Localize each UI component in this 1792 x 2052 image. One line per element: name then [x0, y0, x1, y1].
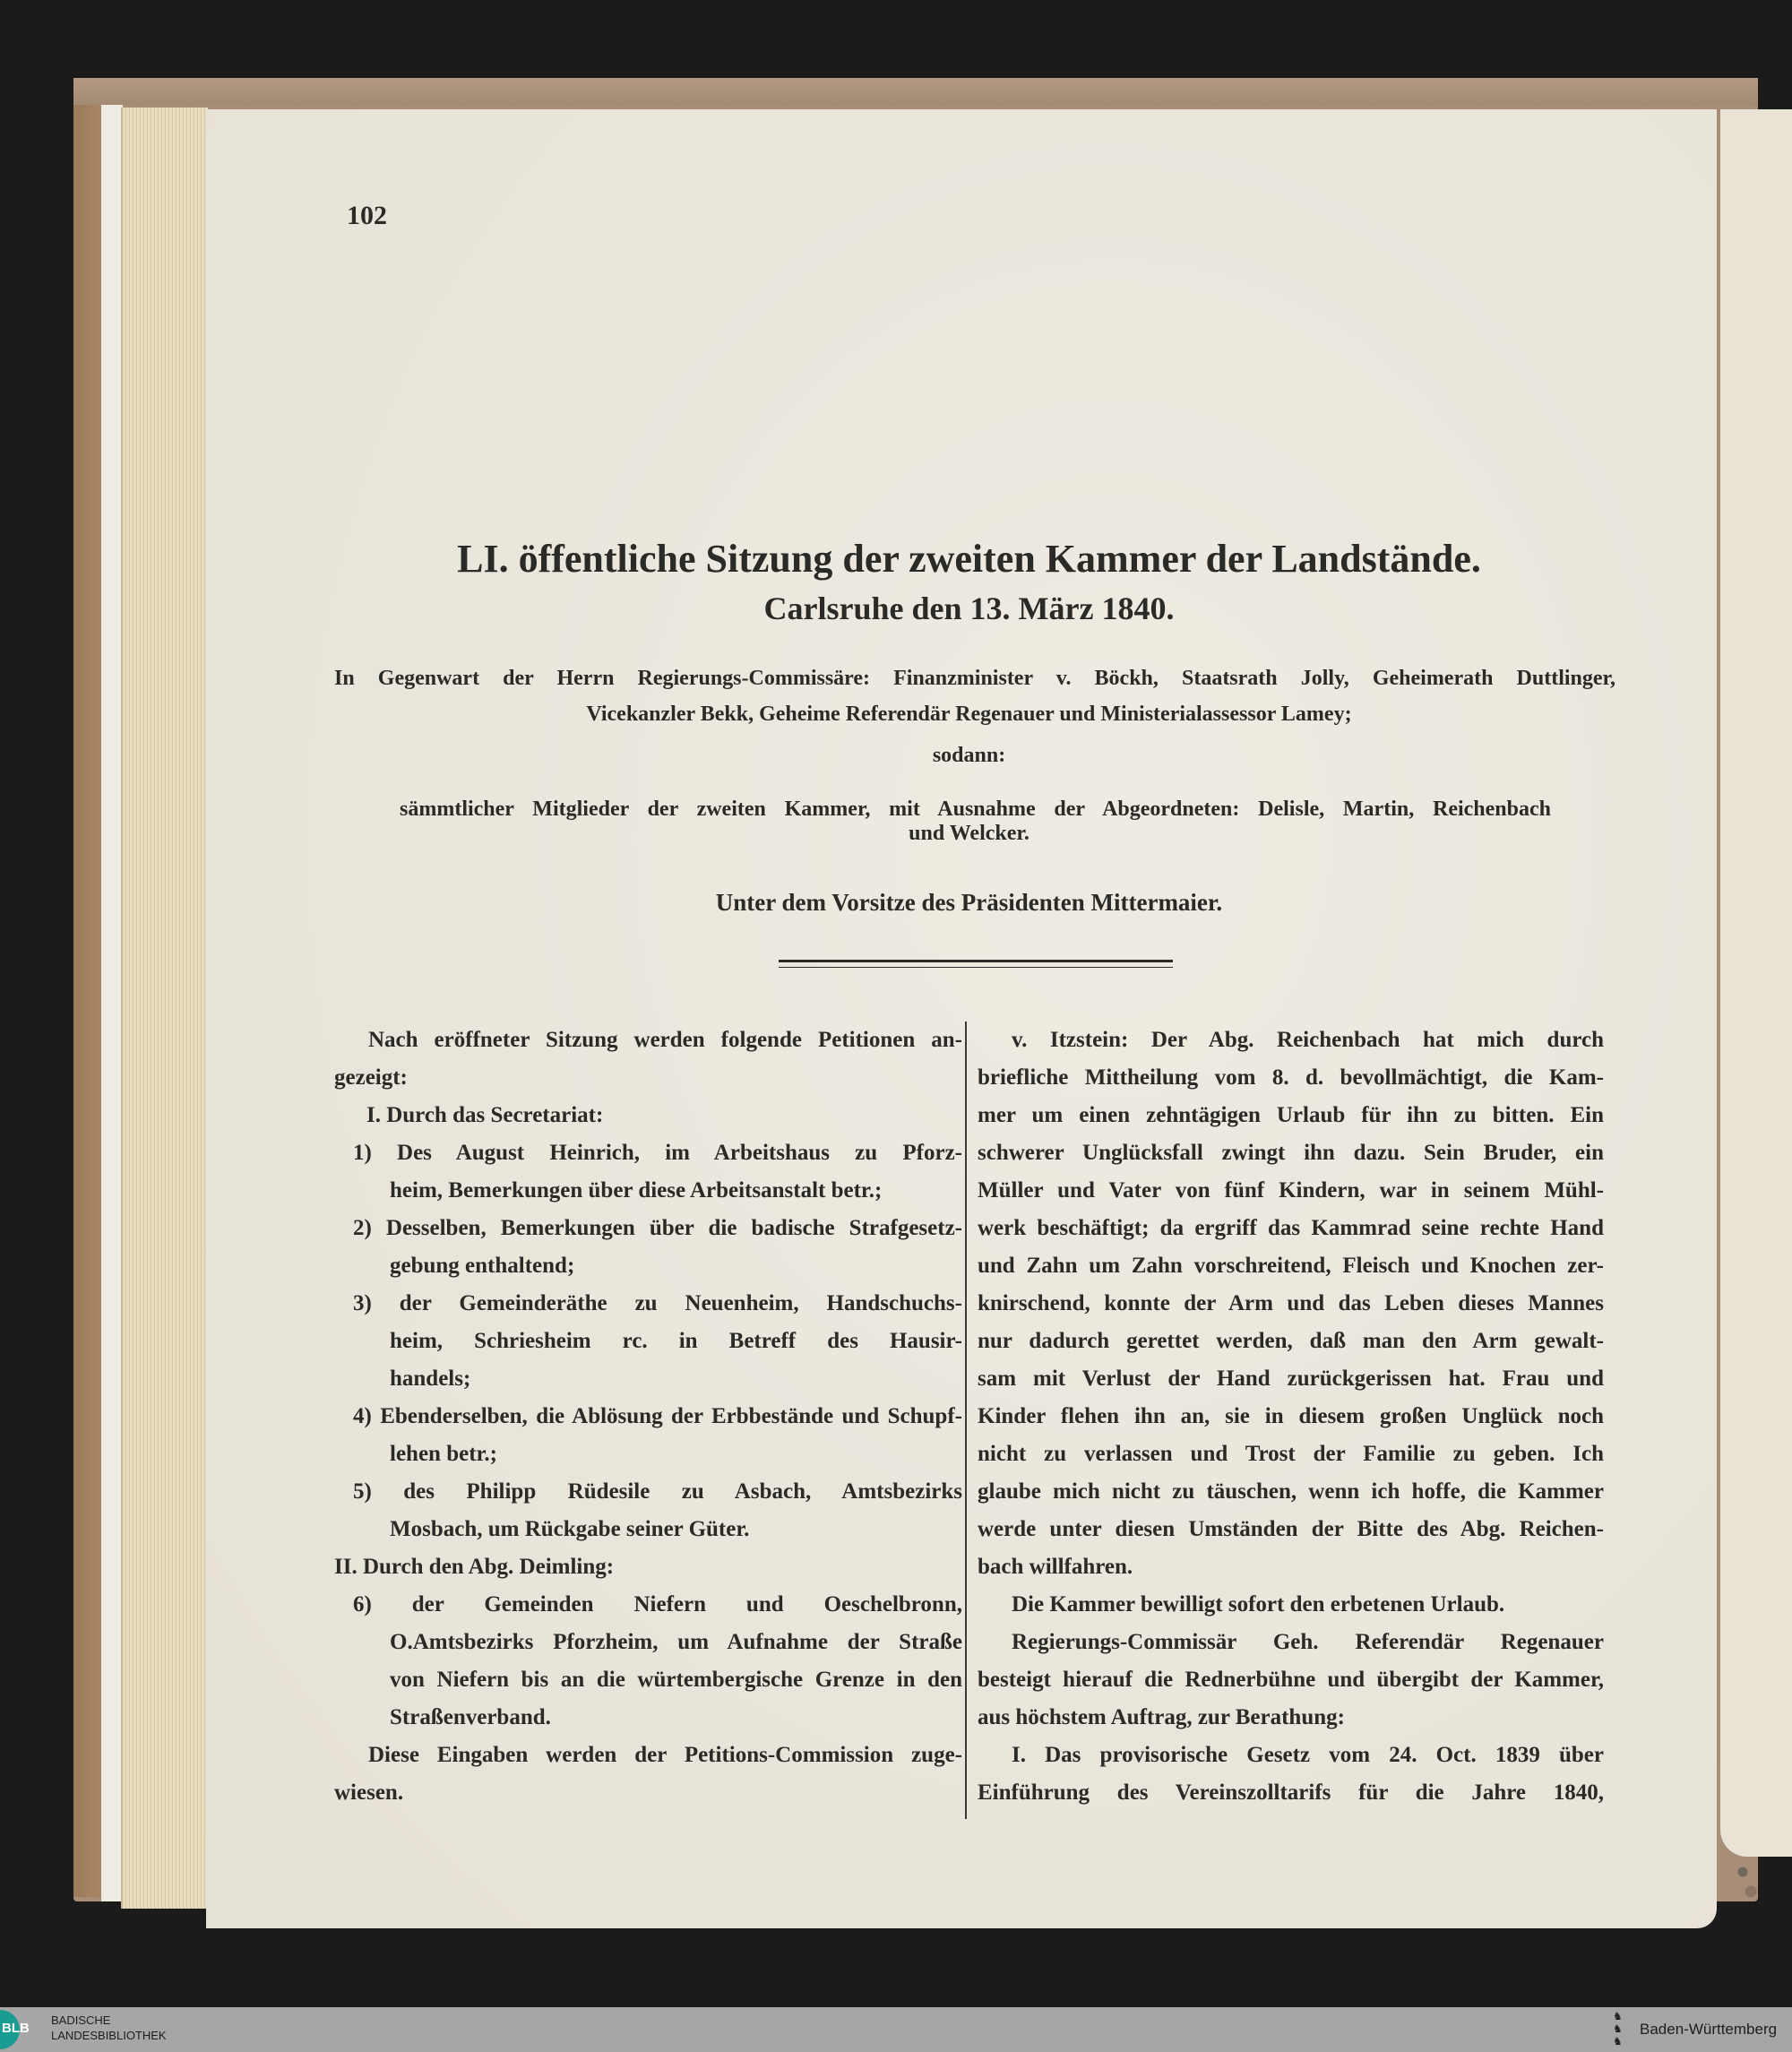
- lion-coat-of-arms-icon: ♞ ♞ ♞: [1613, 2010, 1623, 2048]
- text-line: 5) des Philipp Rüdesile zu Asbach, Amtsbezirks: [353, 1479, 962, 1504]
- text-line: besteigt hierauf die Rednerbühne und übergibt der Kammer,: [978, 1668, 1604, 1692]
- text-line: O.Amtsbezirks Pforzheim, um Aufnahme der Straße: [390, 1630, 962, 1654]
- members-line-2: und Welcker.: [909, 822, 1030, 845]
- text-line: gezeigt:: [334, 1065, 408, 1090]
- text-line: handels;: [390, 1367, 471, 1391]
- text-line: 4) Ebenderselben, die Ablösung der Erbbestände und Schupf-: [353, 1404, 962, 1428]
- text-line: und Zahn um Zahn vorschreitend, Fleisch und Knochen zer-: [978, 1254, 1604, 1278]
- text-line: werk beschäftigt; da ergriff das Kammrad seine rechte Hand: [978, 1216, 1604, 1240]
- text-line: Müller und Vater von fünf Kindern, war in seinem Mühl-: [978, 1178, 1604, 1203]
- text-line: von Niefern bis an die würtembergische Grenze in den: [390, 1668, 962, 1692]
- text-line: aus höchstem Auftrag, zur Berathung:: [978, 1705, 1345, 1729]
- page-number: 102: [347, 201, 387, 230]
- text-line: mer um einen zehntägigen Urlaub für ihn zu bitten. Ein: [978, 1103, 1604, 1127]
- text-line: gebung enthaltend;: [390, 1254, 575, 1278]
- text-line: heim, Bemerkungen über diese Arbeitsanstalt betr.;: [390, 1178, 883, 1203]
- text-line: II. Durch den Abg. Deimling:: [334, 1555, 615, 1579]
- text-line: Einführung des Vereinszolltarifs für die Jahre 1840,: [978, 1780, 1604, 1805]
- library-name-line-2: LANDESBIBLIOTHEK: [51, 2029, 167, 2042]
- members-line-1: sämmtlicher Mitglieder der zweiten Kammer, mit Ausnahme der Abgeordneten: Delisle, Martin, Reichenbach: [400, 798, 1551, 821]
- text-line: v. Itzstein: Der Abg. Reichenbach hat mich durch: [1012, 1028, 1604, 1052]
- text-line: Nach eröffneter Sitzung werden folgende Petitionen an-: [368, 1028, 962, 1052]
- attendance-line-1: In Gegenwart der Herrn Regierungs-Commissäre: Finanzminister v. Böckh, Staatsrath Jolly, Geheimerath Duttlinger,: [334, 667, 1615, 690]
- text-line: I. Durch das Secretariat:: [366, 1103, 604, 1127]
- session-date: Carlsruhe den 13. März 1840.: [763, 591, 1175, 626]
- text-line: Straßenverband.: [390, 1705, 551, 1729]
- library-name-line-1: BADISCHE: [51, 2013, 111, 2027]
- section-rule: [779, 960, 1173, 968]
- text-line: 6) der Gemeinden Niefern und Oeschelbronn,: [353, 1592, 962, 1617]
- blb-logo-text: BLB: [2, 2021, 30, 2036]
- text-line: werde unter diesen Umständen der Bitte des Abg. Reichen-: [978, 1517, 1604, 1541]
- text-line: 1) Des August Heinrich, im Arbeitshaus zu Pforz-: [353, 1141, 962, 1165]
- library-name: [51, 2013, 167, 2043]
- column-divider: [965, 1022, 967, 1819]
- text-line: lehen betr.;: [390, 1442, 497, 1466]
- text-line: glaube mich nicht zu täuschen, wenn ich hoffe, die Kammer: [978, 1479, 1604, 1504]
- text-line: Mosbach, um Rückgabe seiner Güter.: [390, 1517, 750, 1541]
- text-line: heim, Schriesheim rc. in Betreff des Hausir-: [390, 1329, 962, 1353]
- right-column: [978, 1022, 1604, 1812]
- page-edges: [121, 108, 208, 1909]
- text-line: bach willfahren.: [978, 1555, 1133, 1579]
- facing-page-edge: [1720, 109, 1792, 1857]
- state-label: Baden-Württemberg: [1640, 2021, 1778, 2038]
- book-cover-top-edge: [73, 78, 1758, 105]
- text-line: nur dadurch gerettet werden, daß man den Arm gewalt-: [978, 1329, 1604, 1353]
- text-line: 2) Desselben, Bemerkungen über die badische Strafgesetz-: [353, 1216, 962, 1240]
- presidency-line: Unter dem Vorsitze des Präsidenten Mittermaier.: [715, 889, 1223, 916]
- text-line: I. Das provisorische Gesetz vom 24. Oct. 1839 über: [1012, 1743, 1604, 1767]
- text-line: knirschend, konnte der Arm und das Leben dieses Mannes: [978, 1291, 1604, 1315]
- text-line: sam mit Verlust der Hand zurückgerissen hat. Frau und: [978, 1367, 1604, 1391]
- attendance-line-2: Vicekanzler Bekk, Geheime Referendär Regenauer und Ministerialassessor Lamey;: [586, 703, 1352, 726]
- footer-bar: [0, 2007, 1792, 2052]
- text-line: wiesen.: [334, 1780, 404, 1805]
- text-line: 3) der Gemeinderäthe zu Neuenheim, Handschuchs-: [353, 1291, 962, 1315]
- text-line: nicht zu verlassen und Trost der Familie zu geben. Ich: [978, 1442, 1604, 1466]
- text-line: Regierungs-Commissär Geh. Referendär Regenauer: [1012, 1630, 1604, 1654]
- left-column: [334, 1022, 962, 1812]
- text-line: Die Kammer bewilligt sofort den erbetenen Urlaub.: [1012, 1592, 1505, 1617]
- text-line: Diese Eingaben werden der Petitions-Commission zuge-: [368, 1743, 962, 1767]
- text-line: Kinder flehen ihn an, sie in diesem großen Unglück noch: [978, 1404, 1604, 1428]
- sodann-label: sodann:: [932, 744, 1006, 767]
- session-title: LI. öffentliche Sitzung der zweiten Kammer der Landstände.: [457, 537, 1481, 581]
- text-line: schwerer Unglücksfall zwingt ihn dazu. Sein Bruder, ein: [978, 1141, 1604, 1165]
- flyleaf: [101, 105, 123, 1901]
- text-line: briefliche Mittheilung vom 8. d. bevollmächtigt, die Kam-: [978, 1065, 1604, 1090]
